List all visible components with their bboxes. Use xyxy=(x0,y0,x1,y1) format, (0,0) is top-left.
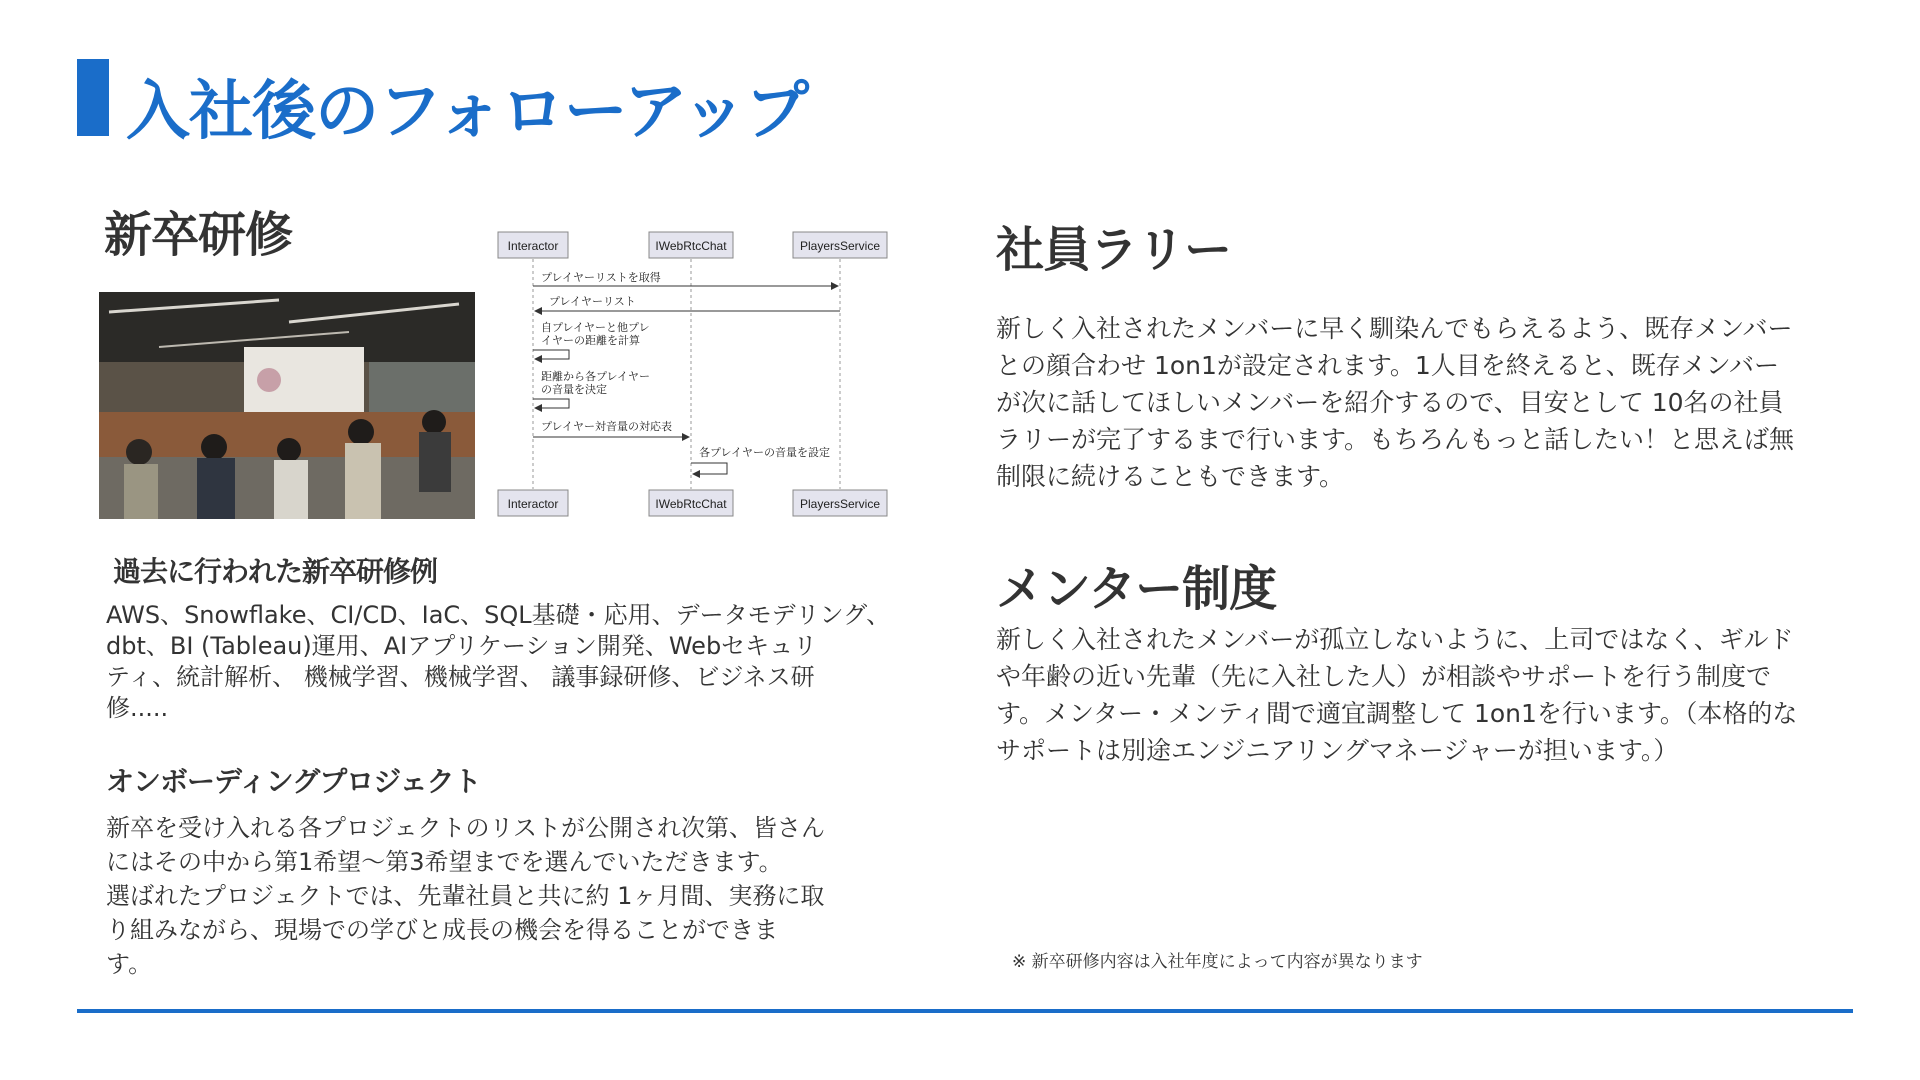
text-line: り組みながら、現場での学びと成長の機会を得ることができま xyxy=(106,916,778,944)
text-line: 修..... xyxy=(106,694,169,722)
participant-label: Interactor xyxy=(507,497,559,511)
employee-rally-text xyxy=(996,310,1856,495)
new-grad-training-heading: 新卒研修 xyxy=(104,207,293,263)
self-message-arrow xyxy=(533,399,569,408)
text-line: 新卒を受け入れる各プロジェクトのリストが公開され次第、皆さん xyxy=(106,814,826,842)
participant-label: Interactor xyxy=(507,239,559,253)
onboarding-heading: オンボーディングプロジェクト xyxy=(106,765,481,798)
text-line: との顔合わせ 1on1が設定されます。1人目を終えると、既存メンバー xyxy=(996,351,1780,380)
text-line: す。 xyxy=(106,950,153,978)
text-line: dbt、BI (Tableau)運用、AIアプリケーション開発、Webセキュリ xyxy=(106,632,818,660)
title-accent-bar xyxy=(77,59,109,136)
message-label: 自プレイヤーと他プレ xyxy=(541,322,650,334)
text-line: 選ばれたプロジェクトでは、先輩社員と共に約 1ヶ月間、実務に取 xyxy=(106,882,825,910)
bottom-divider xyxy=(77,1009,1853,1013)
sequence-diagram xyxy=(495,225,895,525)
text-line: 制限に続けることもできます。 xyxy=(996,462,1345,491)
message-label: プレイヤー対音量の対応表 xyxy=(541,421,673,433)
mentor-system-text xyxy=(996,621,1856,769)
training-photo-image xyxy=(99,292,475,519)
employee-rally-heading: 社員ラリー xyxy=(996,222,1232,278)
text-line: ティ、統計解析、 機械学習、機械学習、 議事録研修、ビジネス研 xyxy=(106,663,815,691)
text-line: す。メンター・メンティ間で適宜調整して 1on1を行います。（本格的な xyxy=(996,699,1798,728)
page-title: 入社後のフォローアップ xyxy=(126,75,809,149)
past-examples-heading: 過去に行われた新卒研修例 xyxy=(113,555,438,588)
text-line: が次に話してほしいメンバーを紹介するので、目安として 10名の社員 xyxy=(996,388,1784,417)
text-line: 新しく入社されたメンバーが孤立しないように、上司ではなく、ギルド xyxy=(996,625,1794,654)
participant-label: IWebRtcChat xyxy=(655,497,727,511)
footnote: ※ 新卒研修内容は入社年度によって内容が異なります xyxy=(1012,952,1423,972)
text-line: ラリーが完了するまで行います。もちろんもっと話したい！と思えば無 xyxy=(996,425,1795,454)
message-label: イヤーの距離を計算 xyxy=(541,335,640,347)
participant-label: PlayersService xyxy=(799,239,881,253)
participant-label: PlayersService xyxy=(799,497,881,511)
text-line: や年齢の近い先輩（先に入社した人）が相談やサポートを行う制度で xyxy=(996,662,1772,691)
message-label: 各プレイヤーの音量を設定 xyxy=(699,447,831,459)
onboarding-text xyxy=(106,811,906,981)
self-message-arrow xyxy=(691,463,727,474)
training-photo xyxy=(99,292,475,519)
text-line: AWS、Snowflake、CI/CD、IaC、SQL基礎・応用、データモデリング、 xyxy=(106,601,891,629)
text-line: にはその中から第1希望～第3希望までを選んでいただきます。 xyxy=(106,848,783,876)
text-line: サポートは別途エンジニアリングマネージャーが担います。） xyxy=(996,736,1679,765)
message-label: の音量を決定 xyxy=(541,384,607,396)
message-label: 距離から各プレイヤー xyxy=(541,371,651,383)
message-label: プレイヤーリストを取得 xyxy=(541,272,661,284)
mentor-system-heading: メンター制度 xyxy=(996,561,1277,617)
past-examples-text xyxy=(106,600,906,724)
self-message-arrow xyxy=(533,350,569,359)
text-line: 新しく入社されたメンバーに早く馴染んでもらえるよう、既存メンバー xyxy=(996,314,1793,343)
message-label: プレイヤーリスト xyxy=(549,296,636,308)
participant-label: IWebRtcChat xyxy=(655,239,727,253)
